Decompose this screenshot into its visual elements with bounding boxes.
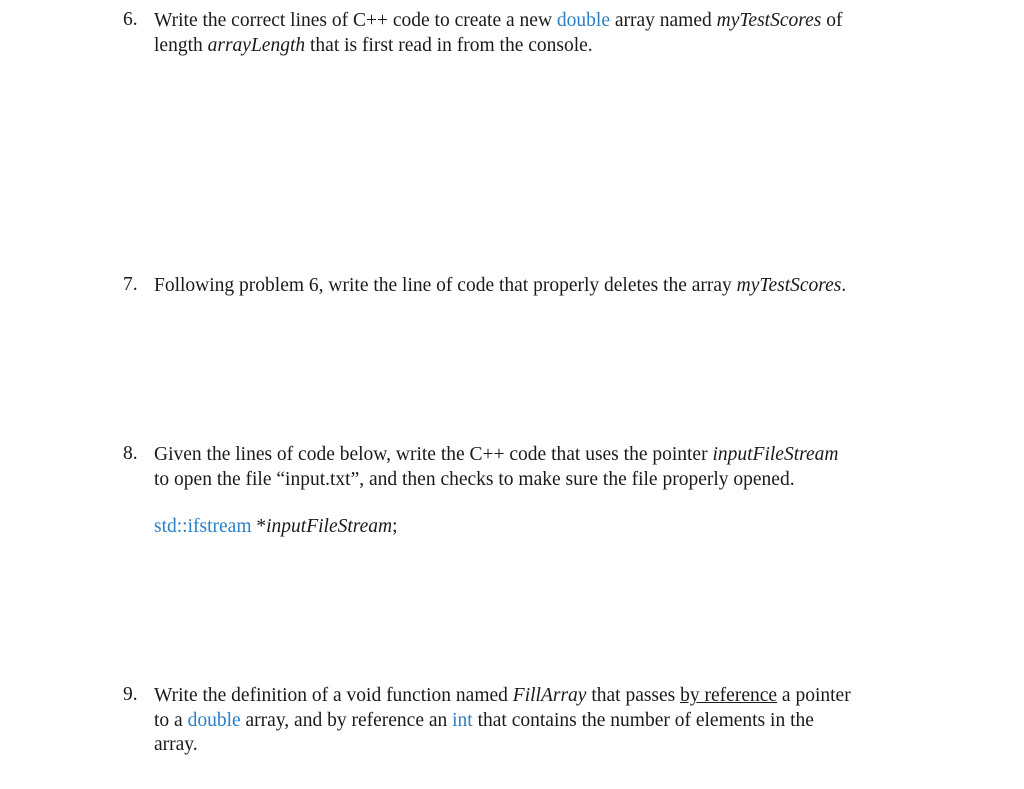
variable-name: arrayLength (207, 34, 306, 56)
variable-name: myTestScores (716, 10, 822, 31)
text-line: Write the definition of a void function named FillArray that passes by reference a pointer (154, 685, 851, 706)
code-snippet: std::ifstream *inputFileStream; (154, 516, 398, 537)
text-line: length arrayLength that is first read in from the console. (154, 34, 593, 56)
problem-number: 8. (123, 443, 138, 464)
variable-name: myTestScores (736, 275, 842, 296)
problem-text (154, 9, 924, 58)
keyword-double: double (187, 709, 241, 731)
text-line: to a double array, and by reference an int that contains the number of elements in the (154, 709, 814, 731)
problem-text (154, 274, 924, 299)
problem-number: 7. (123, 274, 138, 295)
text-line: Following problem 6, write the line of code that properly deletes the array myTestScores. (154, 275, 847, 296)
text-line: array. (154, 734, 198, 755)
text-line: Write the correct lines of C++ code to create a new double array named myTestScores of (154, 10, 843, 31)
underlined-phrase: by reference (680, 685, 778, 706)
text-line: to open the file “input.txt”, and then checks to make sure the file properly opened. (154, 468, 795, 490)
problem-text (154, 443, 924, 492)
type-name: std::ifstream (154, 516, 252, 537)
problem-text (154, 684, 924, 758)
variable-name: inputFileStream (266, 516, 393, 537)
problem-number: 9. (123, 684, 138, 705)
text-line: Given the lines of code below, write the C++ code that uses the pointer inputFileStream (154, 444, 839, 465)
keyword-int: int (452, 709, 473, 731)
function-name: FillArray (512, 685, 587, 706)
variable-name: inputFileStream (712, 444, 839, 465)
problem-number: 6. (123, 9, 138, 30)
keyword-double: double (556, 10, 610, 31)
